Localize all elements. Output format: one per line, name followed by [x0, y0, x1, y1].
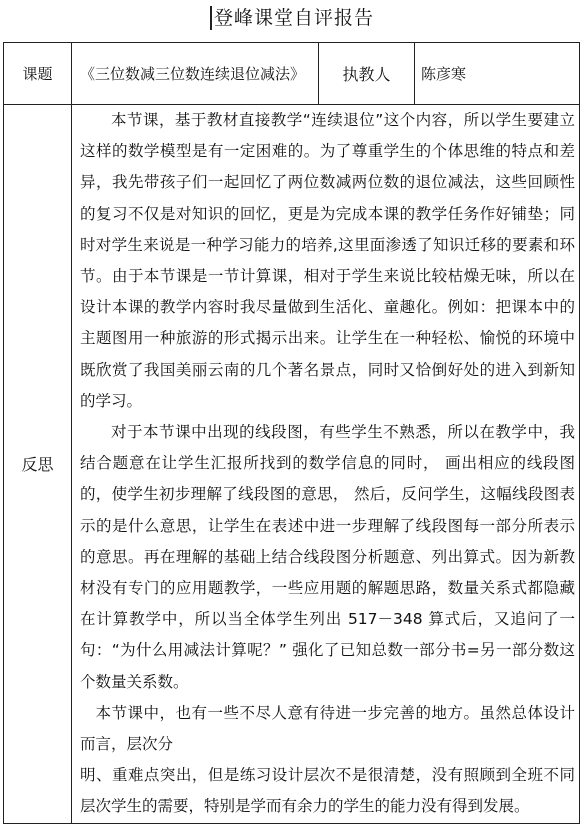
- reflection-row: [4, 105, 580, 824]
- header-row: [4, 43, 580, 105]
- reflection-paragraph-4: 明、重难点突出，但是练习设计层次不是很清楚，没有照顾到全班不同层次学生的需要，特别是学而有余力的学生的能力没有得到发展。: [80, 766, 575, 816]
- title-wrap: [0, 6, 584, 30]
- reflection-body: [72, 105, 580, 824]
- report-title: 登峰课堂自评报告: [210, 6, 374, 30]
- reflection-paragraph-3: 本节课中，也有一些不尽人意有待进一步完善的地方。虽然总体设计而言，层次分: [80, 703, 575, 754]
- reflection-paragraph-2: 对于本节课中出现的线段图，有些学生不熟悉，所以在教学中，我结合题意在让学生汇报所找到的数学信息的同时， 画出相应的线段图的，使学生初步理解了线段图的意思， 然后，反问学生，这幅线段图表示的是什么意思，让学生在表述中进一步理解了线段图每一部分所表示的意思。再在理解的基础上结合线段图分析题意、列出算式。因为新教材没有专门的应用题教学，一些应用题的解题思路，数量关系式都隐藏在计算教学中，所以当全体学生列出 517－348 算式后，又追问了一句：“为什么用减法计算呢？” 强化了已知总数一部分书=另一部分数这个数量关系数。: [80, 423, 575, 691]
- report-table: [3, 42, 580, 824]
- reflection-paragraph-1: 本节课，基于教材直接教学“连续退位”这个内容，所以学生要建立这样的数学模型是有一定困难的。为了尊重学生的个体思维的特点和差异，我先带孩子们一起回忆了两位数减两位数的退位减法，这些回顾性的复习不仅是对知识的回忆，更是为完成本课的教学任务作好铺垫；同时对学生来说是一种学习能力的培养,这里面渗透了知识迁移的要素和环节。由于本节课是一节计算课，相对于学生来说比较枯燥无味，所以在设计本课的教学内容时我尽量做到生活化、童趣化。例如：把课本中的主题图用一种旅游的形式揭示出来。让学生在一种轻松、愉悦的环境中既欣赏了我国美丽云南的几个著名景点，同时又恰倒好处的进入到新知的学习。: [80, 111, 575, 410]
- teacher-value: 陈彦寒: [415, 43, 580, 105]
- topic-label: 课题: [4, 43, 72, 105]
- topic-value: 《三位数减三位数连续退位减法》: [72, 43, 319, 105]
- teacher-label: 执教人: [319, 43, 415, 105]
- reflection-label: 反思: [4, 105, 72, 824]
